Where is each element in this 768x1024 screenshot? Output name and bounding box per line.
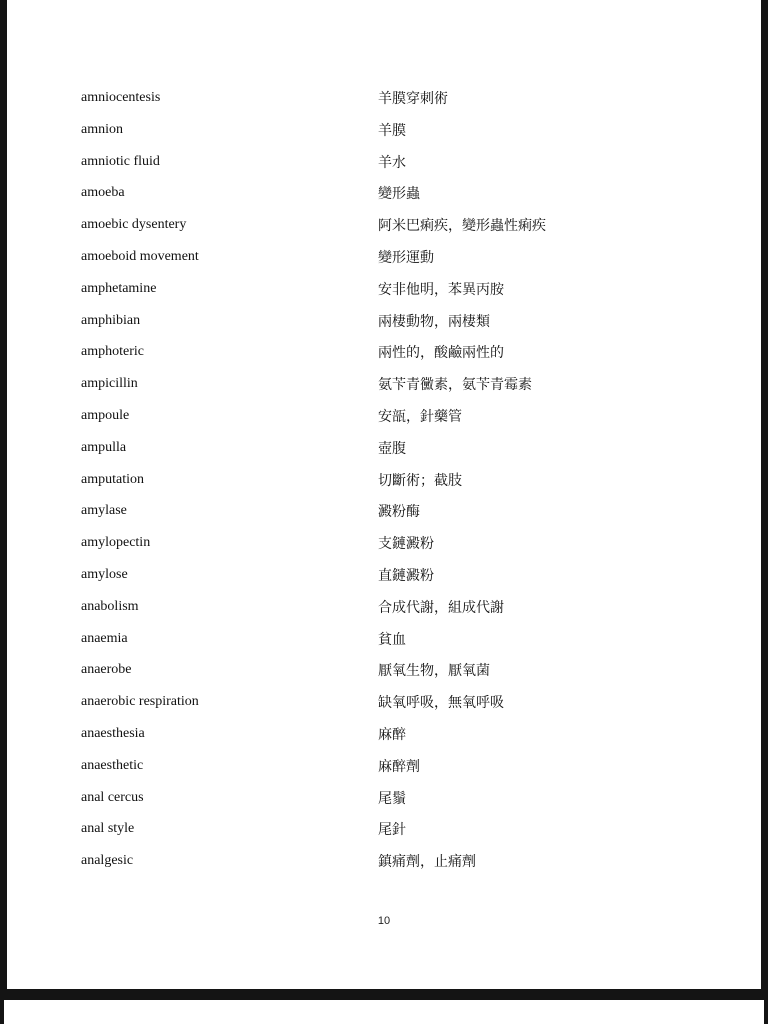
english-term: analgesic bbox=[81, 853, 134, 869]
english-term: anaemia bbox=[81, 630, 128, 646]
chinese-translation: 貧血 bbox=[378, 631, 406, 648]
next-page-strip bbox=[0, 1000, 768, 1024]
english-term: amputation bbox=[81, 471, 144, 487]
glossary-entry bbox=[0, 591, 768, 623]
glossary-entry bbox=[0, 527, 768, 559]
glossary-entry bbox=[0, 241, 768, 273]
english-term: amphibian bbox=[81, 312, 141, 328]
glossary-entry bbox=[0, 750, 768, 782]
english-term: anal style bbox=[81, 821, 135, 837]
chinese-translation: 羊膜穿刺術 bbox=[378, 91, 448, 107]
english-term: anaesthetic bbox=[81, 757, 144, 773]
glossary-entry bbox=[0, 432, 768, 464]
glossary-entry bbox=[0, 654, 768, 686]
chinese-translation: 阿米巴痢疾，變形蟲性痢疾 bbox=[378, 218, 546, 235]
english-term: ampoule bbox=[81, 407, 130, 423]
english-term: amphetamine bbox=[81, 280, 157, 296]
glossary-entry bbox=[0, 273, 768, 305]
chinese-translation: 尾針 bbox=[378, 822, 406, 839]
next-page-right-border bbox=[764, 1000, 768, 1024]
english-term: amoebic dysentery bbox=[81, 217, 187, 233]
glossary-entry bbox=[0, 686, 768, 718]
chinese-translation: 支鏈澱粉 bbox=[378, 536, 434, 553]
english-term: amniocentesis bbox=[81, 90, 161, 105]
glossary-entry bbox=[0, 623, 768, 655]
english-term: ampicillin bbox=[81, 376, 138, 392]
glossary-entry bbox=[0, 845, 768, 877]
chinese-translation: 直鏈澱粉 bbox=[378, 567, 434, 584]
chinese-translation: 切斷術；截肢 bbox=[378, 472, 462, 489]
chinese-translation: 氨苄青黴素，氨苄青霉素 bbox=[378, 377, 532, 394]
chinese-translation: 變形運動 bbox=[378, 249, 434, 266]
glossary-entry bbox=[0, 114, 768, 146]
glossary-entry bbox=[0, 146, 768, 178]
glossary-entry bbox=[0, 177, 768, 209]
page-number: 10 bbox=[377, 915, 391, 927]
english-term: ampulla bbox=[81, 439, 127, 455]
glossary-entry bbox=[0, 305, 768, 337]
glossary-entry bbox=[0, 400, 768, 432]
glossary-entry bbox=[0, 368, 768, 400]
english-term: anaesthesia bbox=[81, 725, 145, 741]
chinese-translation: 尾鬚 bbox=[378, 790, 406, 807]
chinese-translation: 麻醉劑 bbox=[378, 758, 420, 775]
glossary-entry bbox=[0, 336, 768, 368]
chinese-translation: 安瓿，針藥管 bbox=[378, 408, 462, 425]
glossary-entry bbox=[0, 82, 768, 114]
glossary-list bbox=[0, 82, 768, 877]
chinese-translation: 厭氧生物，厭氧菌 bbox=[378, 663, 490, 680]
page-bottom-border bbox=[0, 989, 768, 1000]
next-page-left-border bbox=[0, 1000, 4, 1024]
glossary-entry bbox=[0, 495, 768, 527]
chinese-translation: 缺氧呼吸，無氧呼吸 bbox=[378, 695, 504, 712]
chinese-translation: 羊膜 bbox=[378, 122, 406, 139]
glossary-entry bbox=[0, 209, 768, 241]
english-term: anaerobic respiration bbox=[81, 694, 199, 710]
english-term: anaerobe bbox=[81, 662, 132, 678]
glossary-entry bbox=[0, 559, 768, 591]
english-term: amnion bbox=[81, 121, 123, 137]
glossary-entry bbox=[0, 718, 768, 750]
english-term: amylose bbox=[81, 566, 128, 582]
chinese-translation: 安非他明，苯異丙胺 bbox=[378, 281, 504, 298]
chinese-translation: 麻醉 bbox=[378, 726, 406, 743]
chinese-translation: 壺腹 bbox=[378, 440, 406, 457]
english-term: amoeboid movement bbox=[81, 248, 199, 264]
chinese-translation: 兩棲動物，兩棲類 bbox=[378, 313, 490, 330]
english-term: anabolism bbox=[81, 598, 139, 614]
chinese-translation: 合成代謝，組成代謝 bbox=[378, 599, 504, 616]
chinese-translation: 鎮痛劑，止痛劑 bbox=[378, 854, 476, 871]
english-term: anal cercus bbox=[81, 789, 144, 805]
english-term: amphoteric bbox=[81, 344, 144, 360]
glossary-entry bbox=[0, 813, 768, 845]
glossary-entry bbox=[0, 782, 768, 814]
glossary-entry bbox=[0, 464, 768, 496]
english-term: amoeba bbox=[81, 185, 125, 201]
chinese-translation: 澱粉酶 bbox=[378, 504, 420, 521]
english-term: amylase bbox=[81, 503, 127, 519]
english-term: amylopectin bbox=[81, 535, 151, 551]
chinese-translation: 兩性的，酸鹼兩性的 bbox=[378, 345, 504, 362]
chinese-translation: 羊水 bbox=[378, 154, 406, 171]
chinese-translation: 變形蟲 bbox=[378, 186, 420, 203]
english-term: amniotic fluid bbox=[81, 153, 160, 169]
